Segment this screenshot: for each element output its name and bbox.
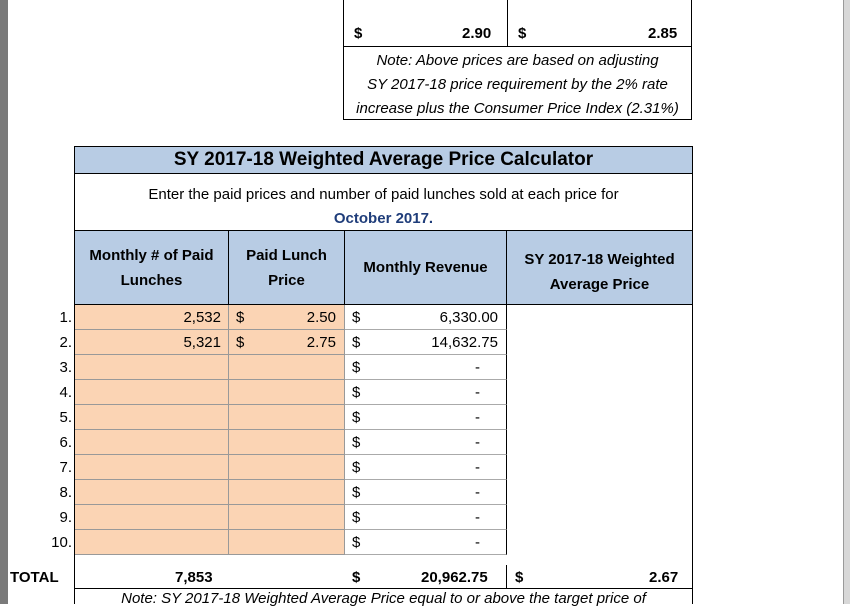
revenue-symbol: $: [352, 434, 361, 451]
total-revenue: 20,962.75: [421, 569, 488, 586]
price-symbol: $: [236, 309, 245, 326]
total-lunches: 7,853: [175, 569, 213, 586]
price-input-cell[interactable]: [229, 530, 345, 555]
price-value: 2.75: [306, 334, 336, 351]
header-weighted-average-line1: SY 2017-18 Weighted: [524, 250, 675, 268]
instruction-line: Enter the paid prices and number of paid lunches sold at each price for: [148, 186, 619, 203]
revenue-value: -: [475, 359, 480, 376]
price-note-divider: [344, 46, 691, 47]
revenue-cell: [345, 430, 507, 455]
revenue-symbol: $: [352, 359, 361, 376]
weighted-average-price: 2.67: [649, 569, 679, 586]
price-input-cell[interactable]: [229, 505, 345, 530]
revenue-symbol: $: [352, 334, 361, 351]
price-input-cell[interactable]: [229, 355, 345, 380]
row-number: 1.: [59, 309, 72, 326]
revenue-cell: [345, 505, 507, 530]
revenue-value: -: [475, 484, 480, 501]
price-input-cell[interactable]: [229, 380, 345, 405]
revenue-value: -: [475, 534, 480, 551]
revenue-cell: [345, 530, 507, 555]
right-scrollbar-edge[interactable]: [843, 0, 850, 604]
revenue-symbol: $: [352, 509, 361, 526]
revenue-value: 14,632.75: [431, 334, 498, 351]
row-number: 5.: [59, 409, 72, 426]
revenue-symbol: $: [352, 534, 361, 551]
price-input-cell[interactable]: [229, 430, 345, 455]
revenue-symbol: $: [352, 459, 361, 476]
price-symbol: $: [236, 334, 245, 351]
revenue-symbol: $: [352, 309, 361, 326]
price-2-value: 2.85: [648, 25, 678, 42]
lunches-input-cell[interactable]: [75, 505, 229, 530]
price-input-cell[interactable]: [229, 455, 345, 480]
lunches-input-cell[interactable]: [75, 480, 229, 505]
calculator-title: SY 2017-18 Weighted Average Price Calculator: [75, 147, 692, 174]
revenue-value: 6,330.00: [439, 309, 498, 326]
revenue-value: -: [475, 384, 480, 401]
bottom-note: Note: SY 2017-18 Weighted Average Price equal to or above the target price of: [121, 590, 646, 607]
lunches-input-cell[interactable]: [75, 355, 229, 380]
target-price-box: [343, 0, 692, 120]
revenue-cell: [345, 330, 507, 355]
row-number: 3.: [59, 359, 72, 376]
revenue-symbol: $: [352, 409, 361, 426]
revenue-cell: [345, 480, 507, 505]
revenue-value: -: [475, 509, 480, 526]
calculator-instructions: [75, 183, 692, 231]
header-weighted-average-line2: Average Price: [549, 275, 650, 293]
price-1-symbol: $: [354, 25, 363, 42]
total-divider: [506, 565, 507, 589]
price-input-cell[interactable]: [229, 330, 345, 355]
header-paid-lunch-price-line2: Price: [268, 271, 305, 289]
price-input-cell[interactable]: [229, 405, 345, 430]
row-number: 4.: [59, 384, 72, 401]
revenue-cell: [345, 355, 507, 380]
revenue-symbol: $: [352, 384, 361, 401]
price-value: 2.50: [306, 309, 336, 326]
lunches-input-cell[interactable]: 2,532: [75, 305, 229, 330]
revenue-value: -: [475, 459, 480, 476]
price-input-cell[interactable]: [229, 480, 345, 505]
price-divider: [507, 0, 508, 46]
header-monthly-revenue: [345, 230, 507, 305]
revenue-symbol: $: [352, 484, 361, 501]
header-paid-lunch-price: [229, 230, 345, 305]
row-number: 9.: [59, 509, 72, 526]
lunches-input-cell[interactable]: [75, 530, 229, 555]
revenue-value: -: [475, 434, 480, 451]
total-label: TOTAL: [10, 569, 59, 586]
header-monthly-lunches-line1: Monthly # of Paid: [89, 246, 214, 264]
header-paid-lunch-price-line1: Paid Lunch: [246, 246, 327, 264]
revenue-cell: [345, 305, 507, 330]
price-1-value: 2.90: [462, 25, 492, 42]
table-left-border: [74, 305, 75, 588]
row-number: 10.: [51, 534, 72, 551]
revenue-cell: [345, 380, 507, 405]
header-monthly-lunches-line2: Lunches: [120, 271, 183, 289]
header-weighted-average: [507, 230, 692, 305]
header-monthly-lunches: [75, 230, 229, 305]
row-number: 8.: [59, 484, 72, 501]
price-2-symbol: $: [518, 25, 527, 42]
row-number: 7.: [59, 459, 72, 476]
price-note-line-2: SY 2017-18 price requirement by the 2% rate: [367, 76, 668, 93]
price-note: [344, 49, 691, 121]
weighted-average-symbol: $: [515, 569, 524, 586]
instruction-month: October 2017.: [333, 210, 434, 227]
lunches-input-cell[interactable]: [75, 380, 229, 405]
revenue-value: -: [475, 409, 480, 426]
price-note-line-1: Note: Above prices are based on adjusting: [376, 52, 659, 69]
price-note-line-3: increase plus the Consumer Price Index (2.31%): [356, 100, 679, 117]
revenue-cell: [345, 405, 507, 430]
lunches-input-cell[interactable]: [75, 405, 229, 430]
row-number: 6.: [59, 434, 72, 451]
lunches-input-cell[interactable]: 5,321: [75, 330, 229, 355]
revenue-cell: [345, 455, 507, 480]
lunches-input-cell[interactable]: [75, 455, 229, 480]
total-revenue-symbol: $: [352, 569, 361, 586]
price-input-cell[interactable]: [229, 305, 345, 330]
header-monthly-revenue-text: Monthly Revenue: [363, 259, 488, 276]
row-number: 2.: [59, 334, 72, 351]
table-right-border: [692, 305, 693, 588]
lunches-input-cell[interactable]: [75, 430, 229, 455]
left-window-edge: [0, 0, 8, 604]
